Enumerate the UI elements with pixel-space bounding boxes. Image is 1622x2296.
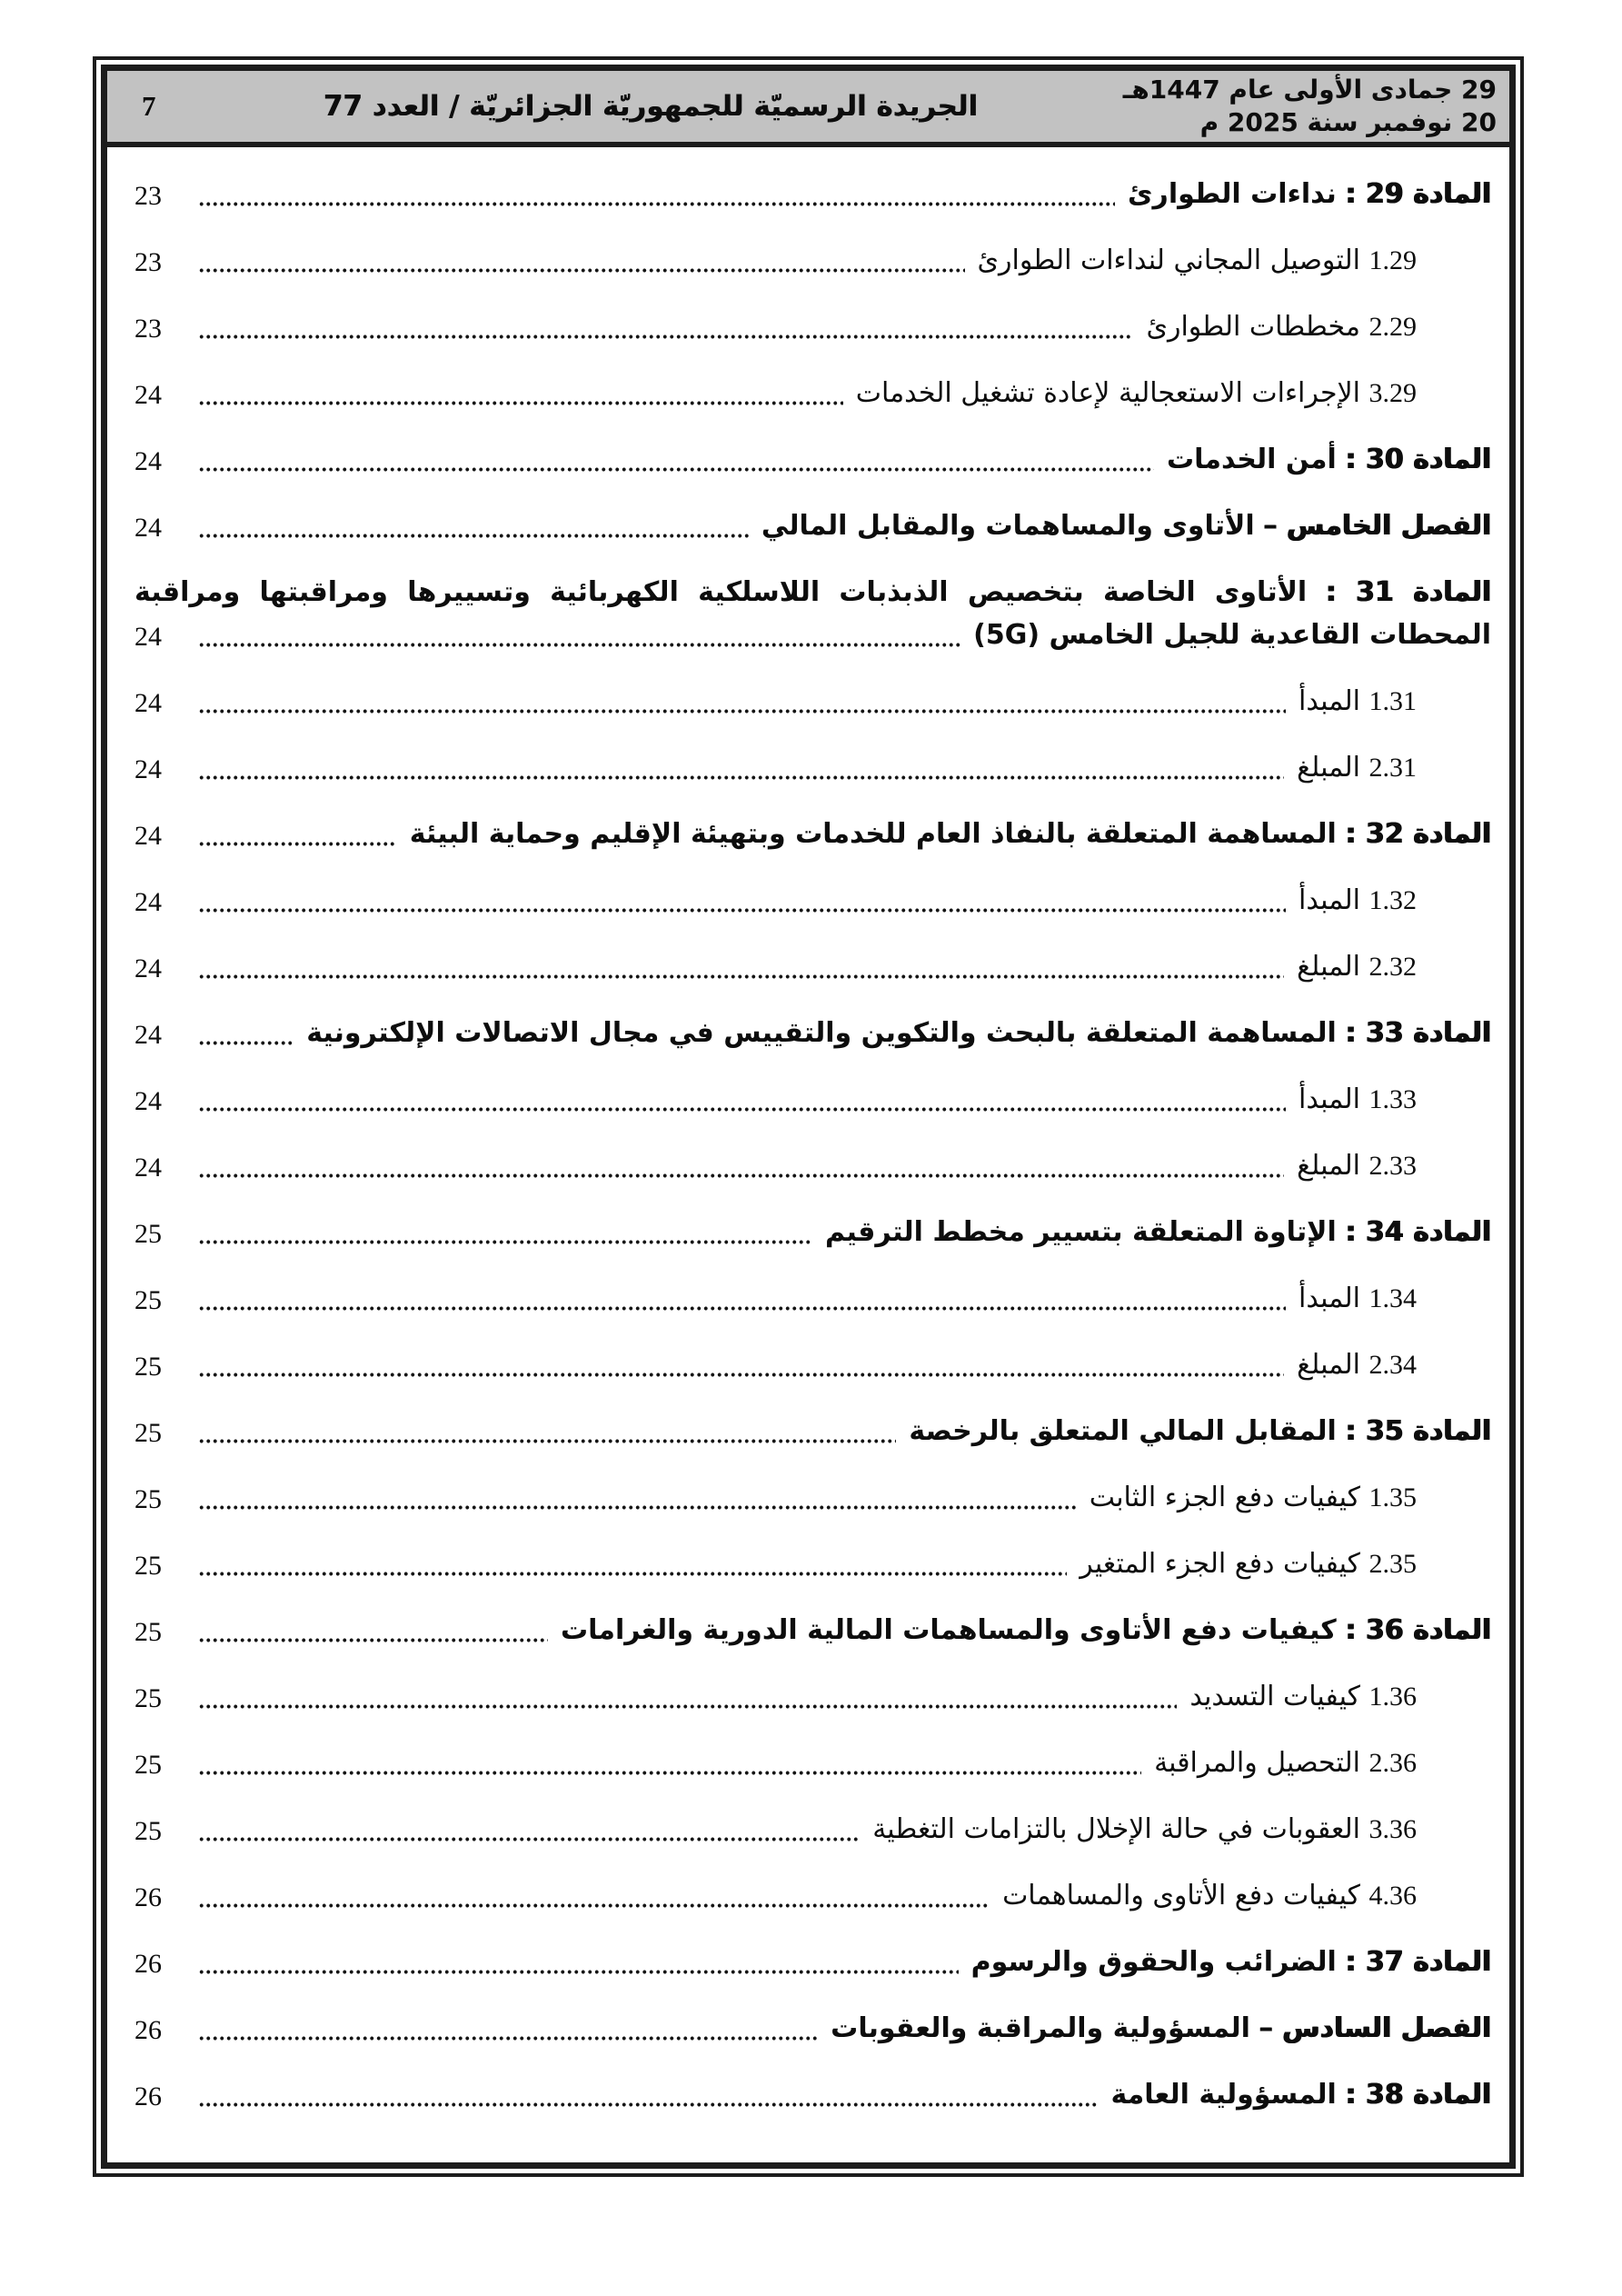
entry-title xyxy=(973,617,1491,654)
toc-entry xyxy=(134,1148,1491,1184)
entry-title xyxy=(561,1612,1491,1649)
entry-page: 24 xyxy=(134,1153,162,1183)
toc-entry xyxy=(134,949,1491,985)
entry-label: المادة 35 : xyxy=(1345,1415,1491,1447)
entry-page: 25 xyxy=(134,1617,162,1647)
toc-entry xyxy=(134,442,1491,478)
entry-text: المسؤولية والمراقبة والعقوبات xyxy=(831,2012,1250,2044)
entry-number: 2.36 xyxy=(1368,1748,1417,1778)
dot-leader xyxy=(198,1435,896,1443)
entry-text: كيفيات دفع الأتاوى والمساهمات المالية الدورية والغرامات xyxy=(560,1614,1337,1646)
dot-leader xyxy=(198,1502,1077,1510)
dot-leader xyxy=(198,397,843,405)
entry-title xyxy=(825,1214,1491,1251)
entry-page: 24 xyxy=(134,513,162,543)
entry-number: 2.35 xyxy=(1368,1549,1417,1579)
entry-text: المبدأ xyxy=(1298,685,1360,717)
entry-text: المبدأ xyxy=(1298,1083,1360,1115)
entry-page: 26 xyxy=(134,1882,162,1912)
entry-text: الإجراءات الاستعجالية لإعادة تشغيل الخدمات xyxy=(855,377,1360,409)
toc-entry xyxy=(134,1281,1491,1317)
toc-entry xyxy=(134,1546,1491,1582)
entry-page: 25 xyxy=(134,1285,162,1315)
toc-entry xyxy=(134,1679,1491,1715)
entry-page: 25 xyxy=(134,1816,162,1846)
entry-number: 1.33 xyxy=(1368,1084,1417,1114)
page-header xyxy=(107,71,1509,147)
entry-text: كيفيات دفع الأتاوى والمساهمات xyxy=(1002,1880,1360,1912)
entry-title xyxy=(1080,1546,1417,1582)
entry-page: 23 xyxy=(134,247,162,277)
entry-text: كيفيات دفع الجزء الثابت xyxy=(1089,1482,1360,1513)
entry-page: 25 xyxy=(134,1683,162,1713)
entry-text: العقوبات في حالة الإخلال بالتزامات التغطية xyxy=(872,1813,1360,1845)
entry-title xyxy=(1154,1745,1417,1782)
toc-entry xyxy=(134,243,1491,279)
entry-label: الفصل السادس – xyxy=(1259,2012,1491,2044)
dot-leader xyxy=(198,1236,812,1244)
toc-entry xyxy=(134,2077,1491,2113)
entry-page: 23 xyxy=(134,181,162,211)
page-inner-frame xyxy=(101,65,1516,2169)
toc-entry xyxy=(134,375,1491,412)
entry-title xyxy=(1189,1679,1417,1715)
entry-number: 3.36 xyxy=(1368,1814,1417,1844)
entry-page: 25 xyxy=(134,1418,162,1448)
entry-title xyxy=(1002,1878,1417,1914)
entry-page: 25 xyxy=(134,1352,162,1382)
toc-entry xyxy=(134,617,1491,654)
entry-text: المبلغ xyxy=(1297,1150,1360,1182)
toc-entry xyxy=(134,1082,1491,1118)
entry-title xyxy=(1297,1347,1417,1383)
entry-title xyxy=(971,1944,1491,1981)
entry-title xyxy=(1297,1148,1417,1184)
entry-title xyxy=(1299,883,1417,919)
entry-number: 4.36 xyxy=(1368,1881,1417,1911)
entry-text: التحصيل والمراقبة xyxy=(1154,1747,1360,1779)
entry-title xyxy=(1299,1281,1417,1317)
entry-number: 1.36 xyxy=(1368,1682,1417,1712)
entry-title xyxy=(1297,949,1417,985)
entry-number: 1.31 xyxy=(1368,686,1417,716)
toc-entry xyxy=(134,574,1491,654)
entry-text: كيفيات دفع الجزء المتغير xyxy=(1080,1548,1360,1580)
dot-leader xyxy=(198,2032,818,2041)
journal-masthead: الجريدة الرسميّة للجمهوريّة الجزائريّة / العدد 77 xyxy=(323,90,979,123)
dot-leader xyxy=(198,1037,294,1045)
toc-entry xyxy=(134,750,1491,786)
dot-leader xyxy=(198,838,397,846)
entry-page: 24 xyxy=(134,1086,162,1116)
entry-label: الفصل الخامس – xyxy=(1263,510,1491,542)
dot-leader xyxy=(198,772,1284,780)
dot-leader xyxy=(198,530,749,538)
dot-leader xyxy=(198,1103,1286,1112)
entry-page: 26 xyxy=(134,2015,162,2045)
toc-entry xyxy=(134,1878,1491,1914)
entry-page: 23 xyxy=(134,314,162,344)
toc-entry xyxy=(134,1015,1491,1052)
entry-title xyxy=(831,2011,1491,2047)
entry-title xyxy=(1128,176,1491,213)
entry-text: المبلغ xyxy=(1297,1349,1360,1381)
dot-leader xyxy=(198,1369,1284,1377)
entry-number: 2.29 xyxy=(1368,312,1417,342)
dot-leader xyxy=(198,1900,990,1908)
entry-text: الأتاوى الخاصة بتخصيص الذبذبات اللاسلكية الكهربائية وتسييرها ومراقبتها ومراقبة xyxy=(134,576,1308,608)
entry-number: 2.33 xyxy=(1368,1151,1417,1181)
dot-leader xyxy=(198,1634,548,1642)
entry-label: المادة 31 : xyxy=(1325,576,1491,608)
entry-label: المادة 30 : xyxy=(1345,444,1491,475)
entry-label: المادة 29 : xyxy=(1345,178,1491,210)
gregorian-date: 20 نوفمبر سنة 2025 م xyxy=(1199,107,1497,137)
entry-label: المادة 37 : xyxy=(1345,1946,1491,1978)
dot-leader xyxy=(198,2099,1098,2107)
entry-page: 24 xyxy=(134,446,162,476)
entry-page: 26 xyxy=(134,2081,162,2111)
dot-leader xyxy=(198,331,1133,339)
toc-entry xyxy=(134,816,1491,853)
entry-page: 25 xyxy=(134,1750,162,1780)
dot-leader xyxy=(198,1303,1286,1311)
entry-label: المادة 34 : xyxy=(1345,1216,1491,1248)
toc-entry xyxy=(134,1745,1491,1782)
entry-line1 xyxy=(134,574,1491,617)
entry-number: 2.34 xyxy=(1368,1350,1417,1380)
entry-text: مخططات الطوارئ xyxy=(1146,311,1360,343)
dot-leader xyxy=(198,1568,1067,1576)
entry-text: المبلغ xyxy=(1297,951,1360,983)
entry-page: 24 xyxy=(134,622,162,652)
entry-number: 1.35 xyxy=(1368,1482,1417,1512)
entry-title xyxy=(306,1015,1491,1052)
toc-entry xyxy=(134,883,1491,919)
entry-number: 1.34 xyxy=(1368,1283,1417,1313)
dot-leader xyxy=(198,265,965,273)
entry-text: أمن الخدمات xyxy=(1166,444,1337,475)
entry-label: المادة 36 : xyxy=(1345,1614,1491,1646)
entry-page: 24 xyxy=(134,380,162,410)
dot-leader xyxy=(198,1170,1284,1178)
entry-page: 25 xyxy=(134,1484,162,1514)
entry-text: التوصيل المجاني لنداءات الطوارئ xyxy=(977,245,1360,276)
dot-leader xyxy=(198,1833,860,1842)
entry-title xyxy=(1299,684,1417,720)
dot-leader xyxy=(198,904,1286,913)
toc-list xyxy=(107,147,1509,2162)
entry-page: 24 xyxy=(134,754,162,784)
entry-number: 2.32 xyxy=(1368,952,1417,982)
entry-title xyxy=(1110,2077,1491,2113)
toc-entry xyxy=(134,1413,1491,1450)
entry-number: 3.29 xyxy=(1368,378,1417,408)
toc-entry xyxy=(134,684,1491,720)
entry-text: المساهمة المتعلقة بالبحث والتكوين والتقييس في مجال الاتصالات الإلكترونية xyxy=(306,1017,1337,1049)
dot-leader xyxy=(198,1966,959,1974)
page-number: 7 xyxy=(142,90,156,122)
dot-leader xyxy=(198,705,1286,714)
dot-leader xyxy=(198,464,1154,472)
dot-leader xyxy=(198,1767,1141,1775)
entry-text: المبدأ xyxy=(1298,1283,1360,1314)
entry-text: المبدأ xyxy=(1298,884,1360,916)
entry-text: الإتاوة المتعلقة بتسيير مخطط الترقيم xyxy=(825,1216,1337,1248)
entry-title xyxy=(761,508,1491,544)
entry-text: المبلغ xyxy=(1297,752,1360,784)
entry-text: الضرائب والحقوق والرسوم xyxy=(970,1946,1337,1978)
hijri-date: 29 جمادى الأولى عام 1447هـ xyxy=(1122,75,1497,105)
entry-title xyxy=(1299,1082,1417,1118)
entry-number: 1.32 xyxy=(1368,885,1417,915)
toc-entry xyxy=(134,1480,1491,1516)
entry-title xyxy=(978,243,1417,279)
entry-number: 2.31 xyxy=(1368,753,1417,783)
entry-label: المادة 38 : xyxy=(1345,2079,1491,2111)
entry-page: 25 xyxy=(134,1551,162,1581)
entry-text: المحطات القاعدية للجيل الخامس (5G) xyxy=(973,619,1491,651)
entry-label: المادة 33 : xyxy=(1345,1017,1491,1049)
entry-page: 24 xyxy=(134,688,162,718)
entry-label: المادة 32 : xyxy=(1345,818,1491,850)
entry-title xyxy=(410,816,1491,853)
entry-title xyxy=(1167,442,1491,478)
toc-entry xyxy=(134,1944,1491,1981)
entry-page: 26 xyxy=(134,1949,162,1979)
entry-page: 25 xyxy=(134,1219,162,1249)
entry-page: 24 xyxy=(134,887,162,917)
dot-leader xyxy=(198,639,960,647)
entry-page: 24 xyxy=(134,953,162,983)
entry-text: المساهمة المتعلقة بالنفاذ العام للخدمات وبتهيئة الإقليم وحماية البيئة xyxy=(409,818,1337,850)
entry-number: 1.29 xyxy=(1368,245,1417,275)
toc-entry xyxy=(134,1214,1491,1251)
entry-page: 24 xyxy=(134,1020,162,1050)
toc-entry xyxy=(134,1812,1491,1848)
entry-title xyxy=(872,1812,1417,1848)
entry-title xyxy=(856,375,1417,412)
toc-entry xyxy=(134,176,1491,213)
toc-entry xyxy=(134,309,1491,345)
entry-title xyxy=(1146,309,1417,345)
dot-leader xyxy=(198,1701,1177,1709)
entry-page: 24 xyxy=(134,821,162,851)
entry-text: المقابل المالي المتعلق بالرخصة xyxy=(909,1415,1337,1447)
toc-entry xyxy=(134,2011,1491,2047)
entry-text: كيفيات التسديد xyxy=(1189,1681,1360,1712)
entry-title xyxy=(1090,1480,1417,1516)
entry-text: المسؤولية العامة xyxy=(1110,2079,1337,2111)
issue-dates xyxy=(1123,74,1497,139)
entry-title xyxy=(1297,750,1417,786)
entry-text: الأتاوى والمساهمات والمقابل المالي xyxy=(761,510,1255,542)
toc-entry xyxy=(134,508,1491,544)
toc-entry xyxy=(134,1347,1491,1383)
page-border-frame xyxy=(93,56,1524,2177)
entry-text: نداءات الطوارئ xyxy=(1128,178,1337,210)
dot-leader xyxy=(198,198,1115,206)
dot-leader xyxy=(198,971,1284,979)
toc-entry xyxy=(134,1612,1491,1649)
entry-title xyxy=(909,1413,1491,1450)
